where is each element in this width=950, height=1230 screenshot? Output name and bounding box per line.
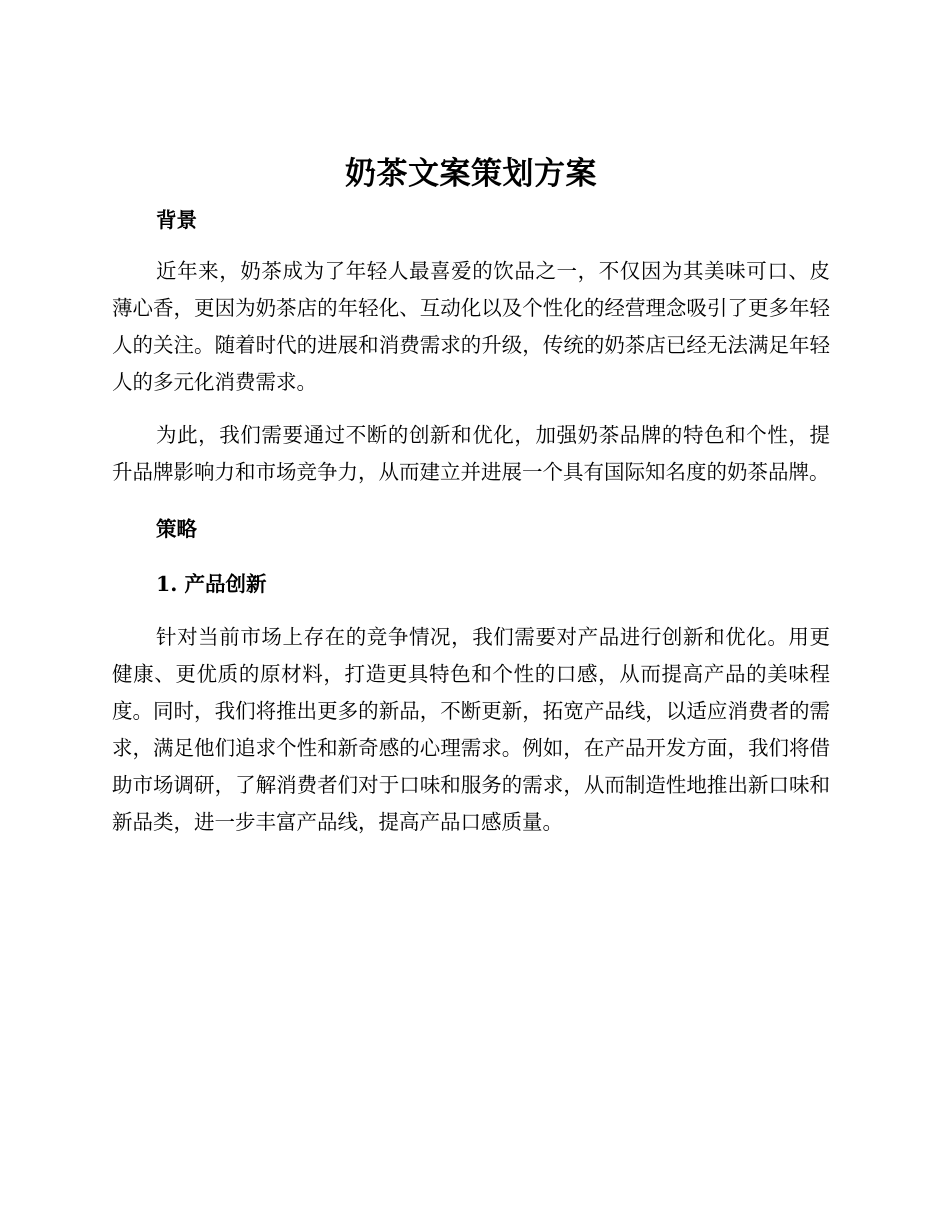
document-body	[112, 150, 830, 841]
section-heading-strategy: 策略	[156, 517, 197, 541]
section-heading-background: 背景	[156, 208, 197, 232]
document-title: 奶茶文案策划方案	[345, 156, 597, 192]
subsection-heading-product-innovation: 1. 产品创新	[156, 572, 267, 596]
paragraph: 针对当前市场上存在的竞争情况，我们需要对产品进行创新和优化。用更健康、更优质的原材料，打造更具特色和个性的口感，从而提高产品的美味程度。同时，我们将推出更多的新品，不断更新，拓宽产品线，以适应消费者的需求，满足他们追求个性和新奇感的心理需求。例如，在产品开发方面，我们将借助市场调研，了解消费者们对于口味和服务的需求，从而制造性地推出新口味和新品类，进一步丰富产品线，提高产品口感质量。	[112, 625, 830, 834]
paragraph: 为此，我们需要通过不断的创新和优化，加强奶茶品牌的特色和个性，提升品牌影响力和市场竞争力，从而建立并进展一个具有国际知名度的奶茶品牌。	[112, 423, 830, 484]
paragraph: 近年来，奶茶成为了年轻人最喜爱的饮品之一，不仅因为其美味可口、皮薄心香，更因为奶茶店的年轻化、互动化以及个性化的经营理念吸引了更多年轻人的关注。随着时代的进展和消费需求的升级，传统的奶茶店已经无法满足年轻人的多元化消费需求。	[112, 259, 830, 394]
